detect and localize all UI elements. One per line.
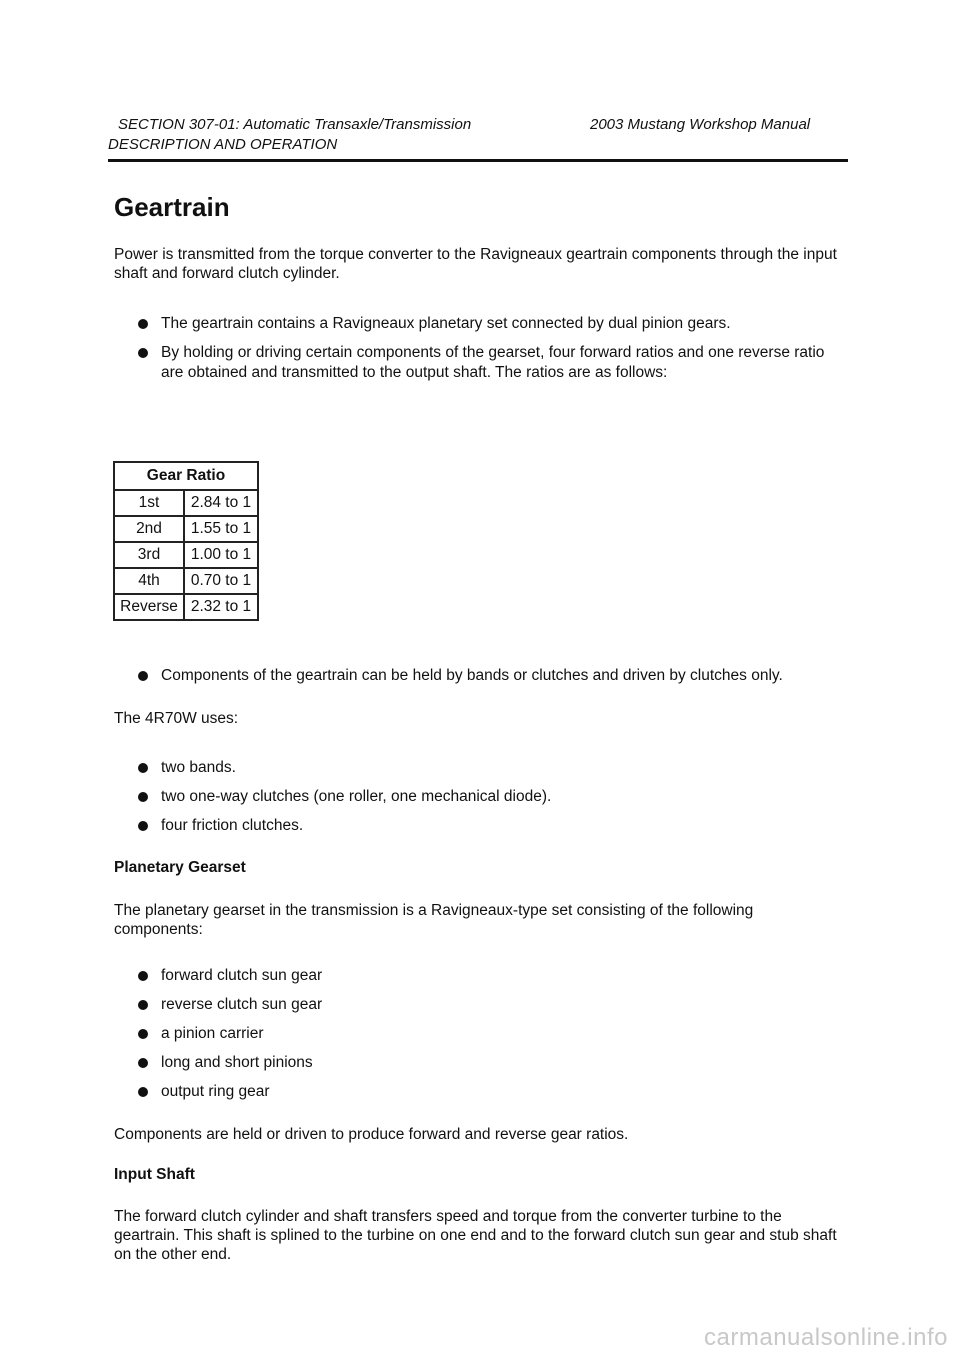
ratio-cell: 1.55 to 1	[184, 516, 258, 542]
list-item	[138, 343, 838, 383]
manual-title: 2003 Mustang Workshop Manual	[590, 116, 811, 133]
gear-cell: 1st	[114, 490, 184, 516]
list-item	[138, 995, 838, 1015]
list-item-text: By holding or driving certain components of the gearset, four forward ratios and one reverse ratio are obtained and transmitted to the output shaft. The ratios are as follows:	[161, 344, 825, 381]
bullet-icon	[138, 348, 148, 358]
list-item-text: long and short pinions	[161, 1054, 313, 1071]
bullet-icon	[138, 671, 148, 681]
ratio-cell: 2.84 to 1	[184, 490, 258, 516]
bullet-icon	[138, 319, 148, 329]
table-header-row	[114, 462, 258, 490]
list-item-text: a pinion carrier	[161, 1025, 264, 1042]
uses-label: The 4R70W uses:	[114, 710, 239, 727]
bullet-icon	[138, 1058, 148, 1068]
table-row	[114, 516, 258, 542]
ratio-cell: 0.70 to 1	[184, 568, 258, 594]
planetary-paragraph: The planetary gearset in the transmission is a Ravigneaux-type set consisting of the following components:	[114, 902, 754, 938]
list-item-text: four friction clutches.	[161, 817, 304, 834]
ratio-cell: 1.00 to 1	[184, 542, 258, 568]
page-title: Geartrain	[114, 192, 230, 222]
table-row	[114, 594, 258, 620]
list-item	[138, 1024, 838, 1044]
watermark: carmanualsonline.info	[704, 1324, 948, 1351]
header-divider	[108, 159, 848, 162]
gear-cell: Reverse	[114, 594, 184, 620]
list-item-text: forward clutch sun gear	[161, 967, 323, 984]
subsection-label: DESCRIPTION AND OPERATION	[108, 136, 338, 153]
section-label: SECTION 307-01: Automatic Transaxle/Transmission	[118, 116, 472, 133]
list-item	[138, 314, 838, 334]
intro-paragraph: Power is transmitted from the torque converter to the Ravigneaux geartrain components through the input shaft and forward clutch cylinder.	[114, 246, 837, 282]
bullet-icon	[138, 1029, 148, 1039]
planetary-heading: Planetary Gearset	[114, 859, 246, 876]
list-item	[138, 1053, 838, 1073]
list-item-text: two one-way clutches (one roller, one mechanical diode).	[161, 788, 552, 805]
input-shaft-paragraph: The forward clutch cylinder and shaft transfers speed and torque from the converter turbine to the geartrain. This shaft is splined to the turbine on one end and to the forward clutch sun gear and stub shaft on the other end.	[114, 1208, 837, 1263]
table-row	[114, 568, 258, 594]
gear-ratio-table	[113, 461, 259, 621]
list-item-text: output ring gear	[161, 1083, 270, 1100]
table-row	[114, 542, 258, 568]
bullet-icon	[138, 763, 148, 773]
ratio-cell: 2.32 to 1	[184, 594, 258, 620]
planetary-closing: Components are held or driven to produce forward and reverse gear ratios.	[114, 1126, 629, 1143]
input-shaft-heading: Input Shaft	[114, 1166, 195, 1183]
bullet-icon	[138, 821, 148, 831]
list-item-text: reverse clutch sun gear	[161, 996, 323, 1013]
gear-cell: 4th	[114, 568, 184, 594]
list-item	[138, 787, 838, 807]
bullet-icon	[138, 1000, 148, 1010]
list-item	[138, 966, 838, 986]
gear-cell: 2nd	[114, 516, 184, 542]
list-item-text: two bands.	[161, 759, 236, 776]
bullet-icon	[138, 1087, 148, 1097]
list-item-text: Components of the geartrain can be held by bands or clutches and driven by clutches only.	[161, 667, 783, 684]
bullet-icon	[138, 971, 148, 981]
list-item	[138, 666, 838, 686]
table-header: Gear Ratio	[114, 462, 258, 490]
list-item	[138, 1082, 838, 1102]
list-item-text: The geartrain contains a Ravigneaux planetary set connected by dual pinion gears.	[161, 315, 731, 332]
gear-cell: 3rd	[114, 542, 184, 568]
table-row	[114, 490, 258, 516]
bullet-icon	[138, 792, 148, 802]
list-item	[138, 816, 838, 836]
list-item	[138, 758, 838, 778]
